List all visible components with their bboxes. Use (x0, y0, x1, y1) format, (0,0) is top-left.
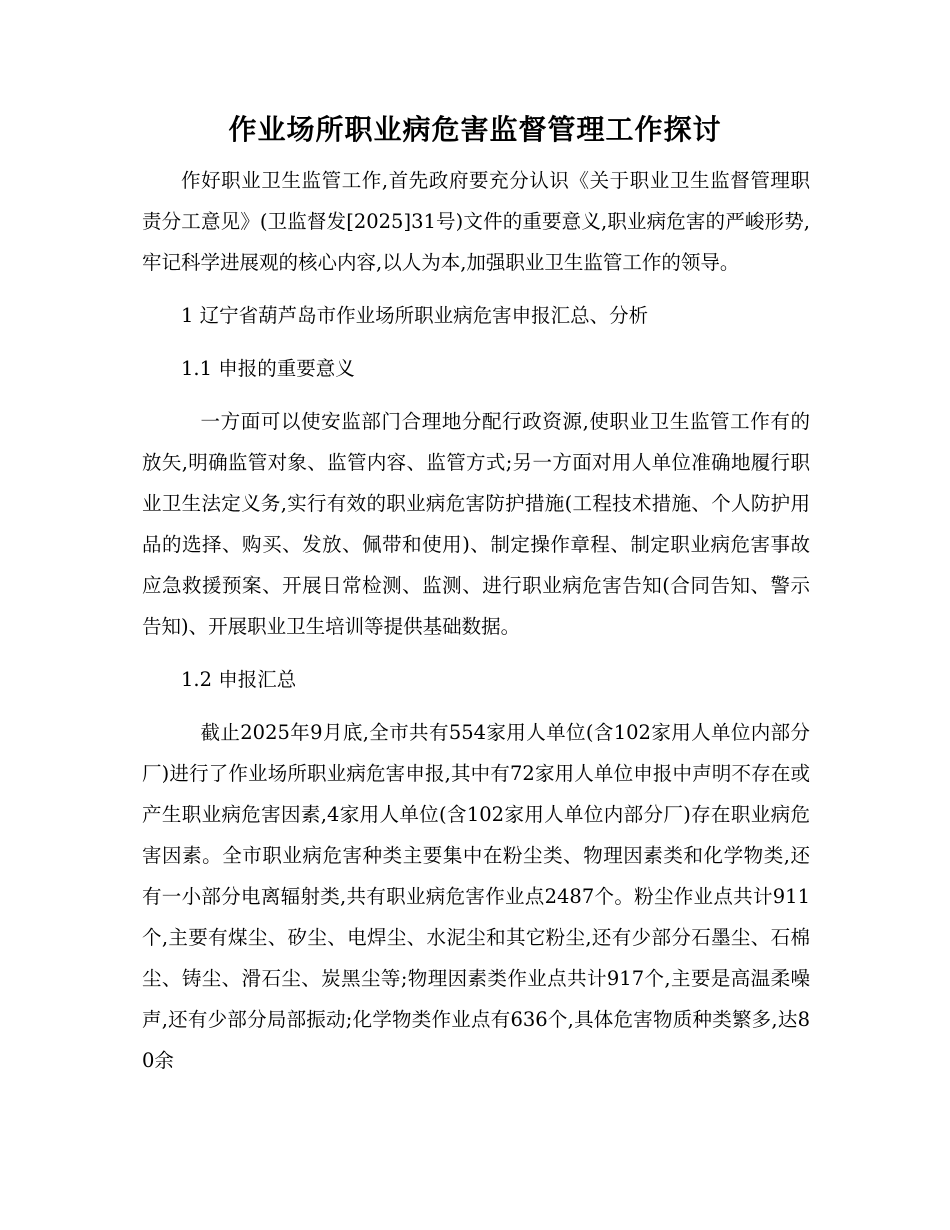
section-1-1-paragraph: 一方面可以使安监部门合理地分配行政资源,使职业卫生监管工作有的放矢,明确监管对象、监管内容、监管方式;另一方面对用人单位准确地履行职业卫生法定义务,实行有效的职业病危害防护措施(工程技术措施、个人防护用品的选择、购买、发放、佩带和使用)、制定操作章程、制定职业病危害事故应急救援预案、开展日常检测、监测、进行职业病危害告知(合同告知、警示告知)、开展职业卫生培训等提供基础数据。 (142, 410, 810, 638)
section-1-1-heading: 1.1 申报的重要意义 (181, 357, 355, 380)
intro-paragraph: 作好职业卫生监管工作,首先政府要充分认识《关于职业卫生监督管理职责分工意见》(卫监督发[2025]31号)文件的重要意义,职业病危害的严峻形势,牢记科学进展观的核心内容,以人为本,加强职业卫生监管工作的领导。 (142, 169, 810, 274)
document-body (142, 160, 810, 1081)
section-1-2-paragraph: 截止2025年9月底,全市共有554家用人单位(含102家用人单位内部分厂)进行了作业场所职业病危害申报,其中有72家用人单位申报中声明不存在或产生职业病危害因素,4家用人单位(含102家用人单位内部分厂)存在职业病危害因素。全市职业病危害种类主要集中在粉尘类、物理因素类和化学物类,还有一小部分电离辐射类,共有职业病危害作业点2487个。粉尘作业点共计911个,主要有煤尘、矽尘、电焊尘、水泥尘和其它粉尘,还有少部分石墨尘、石棉尘、铸尘、滑石尘、炭黑尘等;物理因素类作业点共计917个,主要是高温柔噪声,还有少部分局部振动;化学物类作业点有636个,具体危害物质种类繁多,达80余 (142, 721, 810, 1072)
section-1-2-heading: 1.2 申报汇总 (181, 668, 297, 691)
document-title: 作业场所职业病危害监督管理工作探讨 (228, 113, 722, 146)
section-1-heading: 1 辽宁省葫芦岛市作业场所职业病危害申报汇总、分析 (181, 304, 649, 327)
